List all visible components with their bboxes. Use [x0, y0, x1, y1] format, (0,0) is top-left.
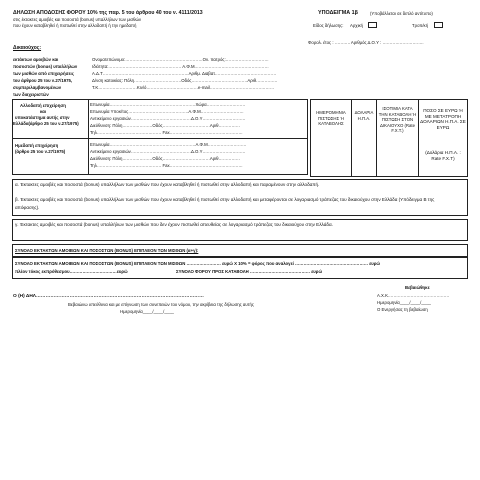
foreign-title-line: Ελλάδα(άρθρο 25 του ν.27/1975)	[13, 121, 79, 126]
late-interest-line: πλέον τόκος εκπρόθεσμου……………………………ευρώ	[15, 269, 128, 274]
tax-office-line: Φορολ. έτος : ……….. Αριθμός Δ.Ο.Υ : ………………………..	[308, 40, 424, 45]
domestic-field[interactable]: Διεύθυνση: Πόλη…………………Οδός……………………………Αριθ……………	[90, 156, 241, 161]
column-header-rate: ΙΣΟΤΙΜΙΑ ΚΑΤΑ ΤΗΝ ΚΑΤΑΒΟΛΗ Ή ΠΙΣΤΩΣΗ ΣΤΟΝ ΔΙΚΑΙΟΥΧΟ (Rate F.X.T.)	[378, 106, 417, 134]
item-a-text: α. Έκτακτες αμοιβές και ποσοστά (bonus) υπαλλήλων των μισθών που έχουν καταβληθεί ή πιστωθεί στην αλλοδαπή και παραμένουν στην αλλοδαπή.	[15, 182, 320, 187]
foreign-title-line: Αλλοδαπή επιχείρηση	[20, 103, 66, 108]
contact-field[interactable]: Τ.Κ………………………Κιν/ό………………………………e-mail………………………………………	[92, 85, 275, 90]
foreign-field[interactable]: Διεύθυνση: Πόλη…………………Οδός……………………………Αριθ……………	[90, 123, 241, 128]
foreign-field[interactable]: Επωνυμία Υποκ/τος……………………………………Α.Φ.Μ…………………………	[90, 109, 244, 114]
declaration-date-line[interactable]: Ημερομηνία____/____/____	[120, 309, 174, 314]
column-header-date: ΗΜΕΡΟΜΗΝΙΑ ΠΙΣΤΩΣΗΣ Ή ΚΑΤΑΒΟΛΗΣ	[316, 110, 346, 127]
address-field[interactable]: Δ/νση κατοικίας: Πόλη……………………………Οδός…………………………………Αριθ……………	[92, 78, 278, 83]
foreign-title-line: και	[40, 109, 47, 114]
item-c-text: γ. Έκτακτες αμοιβές και ποσοστά (bonus) υπαλλήλων των μισθών που δεν έχουν πιστωθεί απευθείας σε λογαριασμό τράπεζας του δικαιούχου στην Ελλάδα.	[15, 222, 333, 227]
page-title: ΔΗΛΩΣΗ ΑΠΟΔΟΣΗΣ ΦΟΡΟΥ 10% της παρ. 5 του άρθρου 40 του ν. 4111/2013	[13, 10, 203, 16]
foreign-title-line: υποκατάστημα αυτής στην	[15, 115, 70, 120]
declarant-label: συμπεριλαμβανομένων	[13, 85, 62, 90]
domestic-title-line: Ημεδαπή επιχείρηση	[15, 143, 59, 148]
domestic-field[interactable]: Τηλ……………………………………… Fax……………………………………………	[90, 163, 243, 168]
declarant-label: των μισθών από επιχειρήσεις	[13, 71, 74, 76]
tax-line: ΣΥΝΟΛΟ ΕΚΤΑΚΤΩΝ ΑΜΟΙΒΩΝ ΚΑΙ ΠΟΣΟΣΤΩΝ (BONUS) ΕΠΙΠΛΕΟΝ ΤΩΝ ΜΙΣΘΩΝ …………………… ευρώ Χ 10% = φόρος που αναλογεί …………………………………………… ευρώ	[15, 261, 381, 266]
form-note: (Υποβάλλεται σε διπλό αντίτυπο)	[370, 10, 433, 16]
column-header-eur: ΠΟΣΟ ΣΕ ΕΥΡΩ Ή ΜΕ ΜΕΤΑΤΡΟΠΗ ΔΟΛΑΡΙΩΝ Η.Π.Α. ΣΕ ΕΥΡΩ	[420, 108, 466, 130]
amending-checkbox[interactable]	[434, 22, 443, 28]
total-tax-line: ΣΥΝΟΛΟ ΦΟΡΟΥ ΠΡΟΣ ΚΑΤΑΒΟΛΗ …………………………………… ευρώ	[176, 269, 323, 274]
certification-title: Βεβαιώθηκε	[405, 285, 430, 290]
foreign-field[interactable]: Αντικείμενο εργασιών……………………………………Δ.Ο.Υ…………………………	[90, 116, 246, 121]
domestic-field[interactable]: Αντικείμενο εργασιών……………………………………Δ.Ο.Υ…………………………	[90, 149, 246, 154]
page-subtitle: στις έκτακτες αμοιβές και ποσοστά (bonus) υπαλλήλων των μισθών	[13, 17, 142, 22]
name-field[interactable]: Ονοματεπώνυμο:………………………………………………Ον. πατρός:…………………………	[92, 57, 269, 62]
declaration-kind-label: Είδος δήλωσης:	[313, 23, 344, 28]
certification-akk[interactable]: Α.Χ.Κ.……………………………………	[377, 293, 450, 298]
column-header-usd: ΔΟΛΑΡΙΑ Η.Π.Α.	[354, 110, 374, 121]
foreign-field[interactable]: Τηλ……………………………………… Fax……………………………………………	[90, 130, 243, 135]
amending-label: Τροπ/κή	[412, 23, 429, 28]
declarant-label: των διαχειριστών	[13, 92, 49, 97]
column-note: (Δολάρια Η.Π.Α. : Rate F.X.T)	[425, 150, 461, 161]
initial-checkbox[interactable]	[368, 22, 377, 28]
declarant-signature-line: Ο (Η) ΔΗΛ……………………………………………………………………………………………	[13, 294, 204, 299]
declarant-label: ποσοστών (bonus) υπαλλήλων	[13, 64, 78, 69]
domestic-title-line: (άρθρο 25 του ν.27/1975)	[15, 149, 66, 154]
domestic-field[interactable]: Επωνυμία……………………………………………………Α.Φ.Μ………………………	[90, 142, 247, 147]
declarant-label: του άρθρου 25 του ν.27/1975,	[13, 78, 73, 83]
foreign-field[interactable]: Επωνυμία……………………………………………………Χώρα………………………	[90, 102, 246, 107]
page-subtitle: που έχουν καταβληθεί ή πιστωθεί στην αλλοδαπή ή την ημεδαπή	[13, 23, 137, 28]
certification-officer: Ο Ενεργήσας τη βεβαίωση	[377, 307, 428, 312]
responsibility-statement: Βεβαιώνω υπεύθυνα και με επίγνωση των συνεπειών του νόμου, την ακρίβεια της δήλωσης αυτής	[68, 302, 254, 307]
role-field[interactable]: Ιδιότητα:…………………………………………… Α.Φ.Μ.……………………………………………	[92, 64, 269, 69]
id-field[interactable]: Α.Δ.Τ……………………………………………………Αριθμ. Διαβατ.……………………………………	[92, 71, 277, 76]
certification-date[interactable]: Ημερομηνία____/____/____	[377, 300, 431, 305]
declarant-label: εκτάκτων αμοιβών και	[13, 57, 59, 62]
sum-label: ΣΥΝΟΛΟ ΕΚΤΑΚΤΩΝ ΑΜΟΙΒΩΝ ΚΑΙ ΠΟΣΟΣΤΩΝ (BONUS) ΕΠΙΠΛΕΟΝ ΤΩΝ ΜΙΣΘΩΝ (α+γ):	[15, 248, 199, 253]
form-label: ΥΠΟΔΕΙΓΜΑ 1β	[318, 10, 358, 16]
initial-label: Αρχική	[350, 23, 364, 28]
item-b-text: β. Έκτακτες αμοιβές και ποσοστά (bonus) υπαλλήλων των μισθών που έχουν καταβληθεί ή πιστωθεί στην αλλοδαπή και μεταφέρονται σε λογαριασμό τράπεζας του δικαιούχου στην Ελλάδα (Υπόδειγμα Β της απόφασης).	[15, 197, 435, 210]
declarant-heading: Δικαιούχος:	[13, 45, 42, 51]
